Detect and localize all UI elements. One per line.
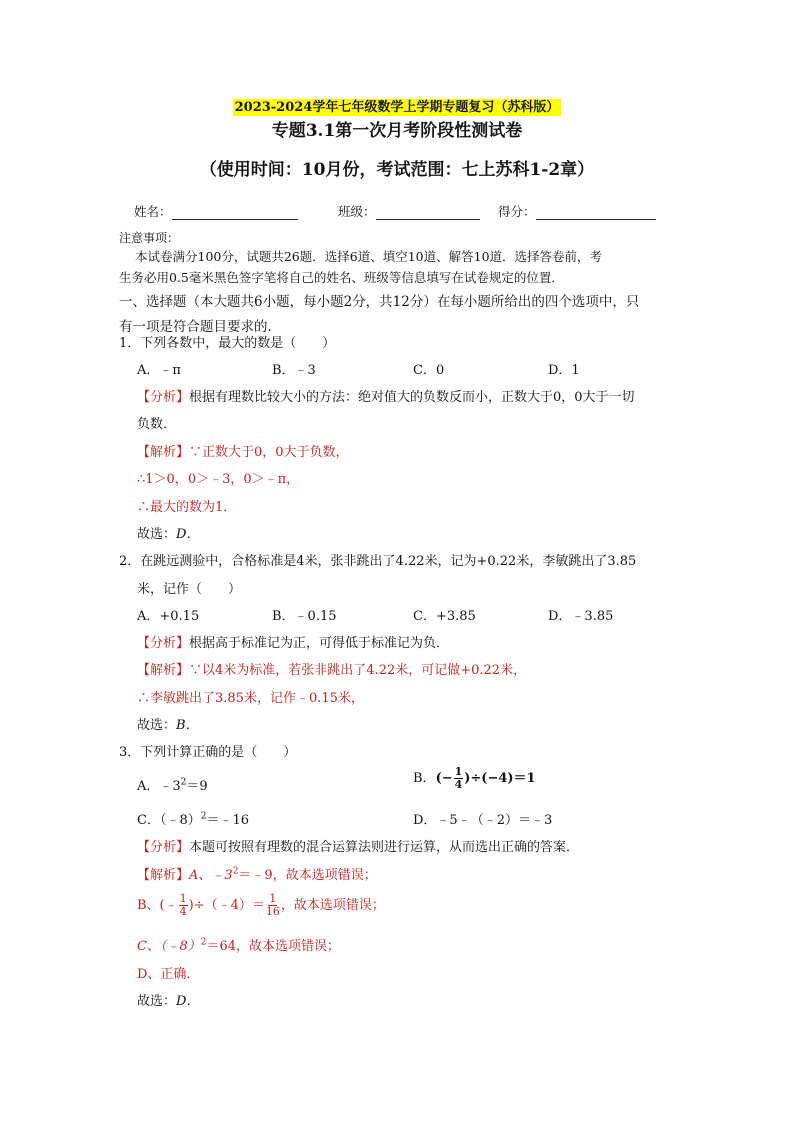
class-label: 班级： xyxy=(338,204,376,219)
notice-heading: 注意事项： xyxy=(119,231,180,245)
q1-option-a: A．﹣π xyxy=(137,363,181,378)
q3-option-a: A．$﹣3^2=9$ xyxy=(137,777,208,794)
q2-stem-line-2: 米，记作（ ） xyxy=(137,582,242,597)
q3-analysis: 【分析】本题可按照有理数的混合运算法则进行运算，从而选出正确的答案． xyxy=(137,840,580,855)
q2-solution: 【解析】∵以4米为标准，若张非跳出了4.22米，可记做+0.22米， xyxy=(137,663,527,678)
q2-analysis: 【分析】根据高于标准记为正，可得低于标准记为负． xyxy=(137,636,450,651)
notice-line-1: 本试卷满分100分，试题共26题．选择6道、填空10道、解答10道．选择答卷前，考 xyxy=(135,249,603,264)
q3-answer: 故选：D． xyxy=(137,994,200,1009)
section-heading-line-1: 一、选择题（本大题共6小题，每小题2分，共12分）在每小题所给出的四个选项中，只 xyxy=(119,294,640,310)
q1-solution-line-3: ∴最大的数为1． xyxy=(137,500,237,515)
q1-analysis: 【分析】根据有理数比较大小的方法：绝对值大的负数反而小，正数大于0，0大于一切 xyxy=(137,390,635,405)
section-heading-line-2: 有一项是符合题目要求的． xyxy=(119,319,281,335)
q1-solution: 【解析】∵正数大于0，0大于负数， xyxy=(137,445,349,460)
name-label: 姓名： xyxy=(134,204,172,219)
name-field xyxy=(134,202,298,220)
page-title: 专题3.1第一次月考阶段性测试卷 xyxy=(271,121,523,141)
q1-answer: 故选：D． xyxy=(137,527,200,542)
q2-option-c: C．+3.85 xyxy=(413,609,476,624)
q1-option-c: C．0 xyxy=(413,363,445,378)
q3-solution-b: B、(﹣ $\frac{1}{4}$ )÷（﹣4）＝ $\frac{1}{16}$ ，故本选项错误； xyxy=(137,892,385,918)
q3-solution: 【解析】A、$﹣3^2=﹣9$，故本选项错误； xyxy=(137,866,377,883)
q1-option-d: D．1 xyxy=(548,363,580,378)
q3-option-d: D．﹣5﹣（﹣2）＝﹣3 xyxy=(413,813,553,828)
q2-answer: 故选：B． xyxy=(137,718,199,733)
q1-analysis-line-2: 负数． xyxy=(137,417,177,432)
score-field xyxy=(498,202,656,220)
class-blank[interactable] xyxy=(376,206,480,220)
q3-stem: 3．下列计算正确的是（ ） xyxy=(119,745,297,760)
q3-solution-c: C、（﹣8）$^2$＝64，故本选项错误； xyxy=(137,937,340,954)
q1-option-b: B．﹣3 xyxy=(272,363,316,378)
notice-line-2: 生务必用0.5毫米黑色签字笔将自己的姓名、班级等信息填写在试卷规定的位置． xyxy=(119,270,564,285)
page-subtitle: （使用时间：10月份，考试范围：七上苏科1-2章） xyxy=(199,160,595,180)
name-blank[interactable] xyxy=(172,206,298,220)
q2-stem-line-1: 2．在跳远测验中，合格标准是4米，张非跳出了4.22米，记为+0.22米，李敏跳出了3.85 xyxy=(119,554,637,569)
score-label: 得分： xyxy=(498,204,536,219)
q2-solution-line-2: ∴李敏跳出了3.85米，记作﹣0.15米， xyxy=(137,691,364,706)
q1-stem: 1．下列各数中，最大的数是（ ） xyxy=(119,336,336,351)
q3-solution-d: D、正确． xyxy=(137,967,200,982)
q2-option-b: B．﹣0.15 xyxy=(272,609,337,624)
class-field xyxy=(338,202,480,220)
solution-tag: 【解析】 xyxy=(137,445,190,460)
analysis-tag: 【分析】 xyxy=(137,390,190,405)
score-blank[interactable] xyxy=(536,206,656,220)
q3-option-c: C．（﹣8）$^2$＝﹣16 xyxy=(137,811,249,828)
q2-option-a: A．+0.15 xyxy=(137,609,200,624)
series-banner: 2023-2024学年七年级数学上学期专题复习（苏科版） xyxy=(234,100,560,115)
q2-option-d: D．﹣3.85 xyxy=(548,609,614,624)
q1-solution-line-2: ∴1＞0，0＞﹣3，0＞﹣π， xyxy=(137,472,300,487)
q3-option-b: B．(− $\frac{1}{4}$ )÷(−4)＝1 xyxy=(413,765,536,791)
